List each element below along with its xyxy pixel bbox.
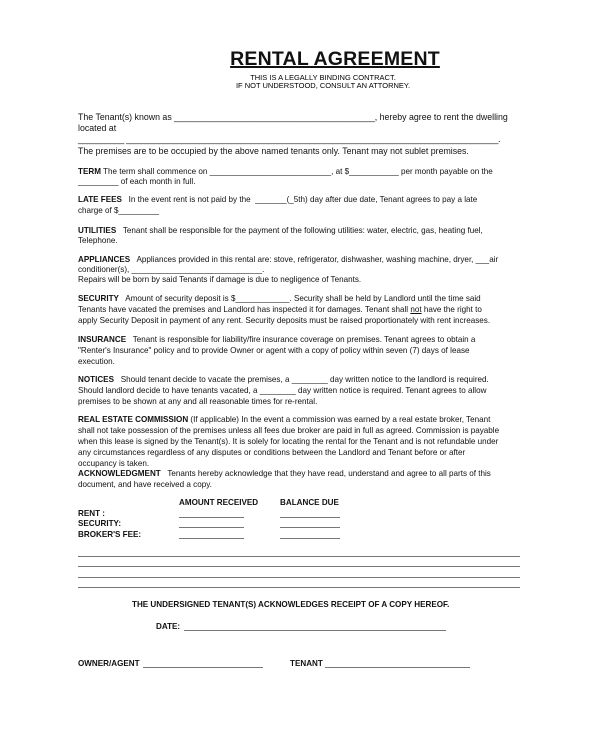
clause-line (78, 167, 493, 177)
clause-text: any circumstances regardless of any disputes or conditions between the Landlord and Tenant before or after (78, 448, 466, 457)
clause-text: when this lease is signed by the Tenant(s). It is solely for locating the rental for the Tenant and is not refundable under (78, 437, 499, 446)
clause-line (78, 275, 361, 285)
clause-label: APPLIANCES (78, 255, 131, 264)
clause-text: Tenants have vacated the premises and Landlord has inspected it for damages. Tenant shall (78, 305, 411, 314)
clause-text: occupancy is taken. (78, 459, 150, 468)
clause-text: shall not take possession of the premises unless all fees due broker are paid in full as agreed. Commission is payable (78, 426, 500, 435)
payments-header-balance: BALANCE DUE (280, 498, 339, 507)
date-label: DATE: (156, 622, 181, 631)
clause-text: Telephone. (78, 236, 118, 245)
clause-line (78, 346, 470, 356)
emphasis-text: not (410, 305, 422, 314)
clause-line (78, 480, 212, 490)
clause-line (78, 357, 115, 367)
clause-label: ACKNOWLEDGMENT (78, 469, 161, 478)
clause-line (78, 437, 498, 447)
clause-line (78, 236, 118, 246)
balance-blank[interactable] (280, 527, 340, 528)
document-title: RENTAL AGREEMENT (230, 48, 440, 70)
clause-text: Should tenant decide to vacate the premises, a ________ day written notice to the landlord is required. (113, 375, 489, 384)
notes-line[interactable] (78, 566, 520, 567)
balance-blank[interactable] (280, 538, 340, 539)
clause-line (78, 335, 475, 345)
clause-text: In the event rent is not paid by the _______(_5th) day after due date, Tenant agrees to pay a late (121, 195, 478, 204)
payment-row-security: SECURITY: (78, 519, 122, 528)
clause-text: charge of $_________ (78, 206, 160, 215)
notes-line[interactable] (78, 556, 520, 557)
payments-header-amount: AMOUNT RECEIVED (179, 498, 259, 507)
clause-label: INSURANCE (78, 335, 127, 344)
clause-line (78, 469, 491, 479)
clause-line (78, 226, 483, 236)
clause-text: have the right to (421, 305, 482, 314)
payment-row-broker-fee: BROKER'S FEE: (78, 530, 142, 539)
clause-text: (If applicable) In the event a commission was earned by a real estate broker, Tenant (188, 415, 491, 424)
clause-line (78, 177, 195, 187)
clause-label: LATE FEES (78, 195, 122, 204)
clause-label: NOTICES (78, 375, 114, 384)
clause-label: TERM (78, 167, 101, 176)
clause-label: REAL ESTATE COMMISSION (78, 415, 189, 424)
clause-label: UTILITIES (78, 226, 117, 235)
payment-row-rent: RENT : (78, 509, 105, 518)
clause-line (78, 316, 490, 326)
amount-blank[interactable] (179, 527, 244, 528)
clause-line (78, 305, 482, 315)
clause-line (78, 448, 465, 458)
balance-blank[interactable] (280, 517, 340, 518)
clause-line (78, 195, 477, 205)
clause-line (78, 386, 486, 396)
clause-line (78, 255, 498, 265)
intro-line: __________ _________________________________________________________________________________. (78, 134, 501, 144)
clause-text: execution. (78, 357, 115, 366)
clause-text: Tenants hereby acknowledge that they have read, understand and agree to all parts of this (160, 469, 491, 478)
owner-agent-signature-field[interactable] (143, 667, 263, 668)
clause-text: Appliances provided in this rental are: stove, refrigerator, dishwasher, washing machine, dryer, ___air (130, 255, 499, 264)
clause-text: "Renter's Insurance" policy and to provide Owner or agent with a copy of policy within seven (7) days of lease (78, 346, 470, 355)
clause-text: Repairs will be born by said Tenants if damage is due to negligence of Tenants. (78, 275, 362, 284)
clause-text: Should landlord decide to have tenants vacated, a ________ day written notice is required. Tenant agrees to allow (78, 386, 487, 395)
clause-text: premises to be shown at any and all reasonable times for re-rental. (78, 397, 318, 406)
clause-text: Amount of security deposit is $____________. Security shall be held by Landlord until the time said (118, 294, 481, 303)
clause-text: The term shall commence on ___________________________, at $___________ per month payable on the (100, 167, 493, 176)
clause-text: _________ of each month in full. (78, 177, 196, 186)
clause-label: SECURITY (78, 294, 119, 303)
notes-line[interactable] (78, 587, 520, 588)
receipt-statement: THE UNDERSIGNED TENANT(S) ACKNOWLEDGES RECEIPT OF A COPY HEREOF. (132, 600, 450, 609)
tenant-label: TENANT (290, 659, 323, 668)
clause-text: Tenant shall be responsible for the payment of the following utilities: water, electric, gas, heating fuel, (116, 226, 483, 235)
clause-line (78, 397, 317, 407)
clause-line (78, 415, 490, 425)
clause-text: Tenant is responsible for liability/fire insurance coverage on premises. Tenant agrees to obtain a (126, 335, 476, 344)
clause-text: apply Security Deposit in payment of any rent. Security deposits must be raised proportionately with rent increases. (78, 316, 491, 325)
date-field[interactable] (184, 630, 446, 631)
clause-line (78, 265, 264, 275)
tenant-signature-field[interactable] (325, 667, 470, 668)
notes-line[interactable] (78, 577, 520, 578)
clause-line (78, 206, 159, 216)
clause-line (78, 294, 481, 304)
amount-blank[interactable] (179, 538, 244, 539)
clause-text: document, and have received a copy. (78, 480, 212, 489)
subtitle-line-2: IF NOT UNDERSTOOD, CONSULT AN ATTORNEY. (235, 81, 411, 90)
clause-line (78, 426, 499, 436)
clause-text: conditioner(s), _____________________________. (78, 265, 265, 274)
clause-line (78, 375, 489, 385)
amount-blank[interactable] (179, 517, 244, 518)
clause-line (78, 459, 149, 469)
owner-agent-label: OWNER/AGENT (78, 659, 140, 668)
subtitle-line-1: THIS IS A LEGALLY BINDING CONTRACT. (250, 73, 396, 82)
intro-line: The Tenant(s) known as _________________________________________, hereby agree to rent the dwelling (78, 112, 508, 122)
intro-line: The premises are to be occupied by the above named tenants only. Tenant may not sublet premises. (78, 146, 469, 156)
intro-line: located at (78, 123, 117, 133)
